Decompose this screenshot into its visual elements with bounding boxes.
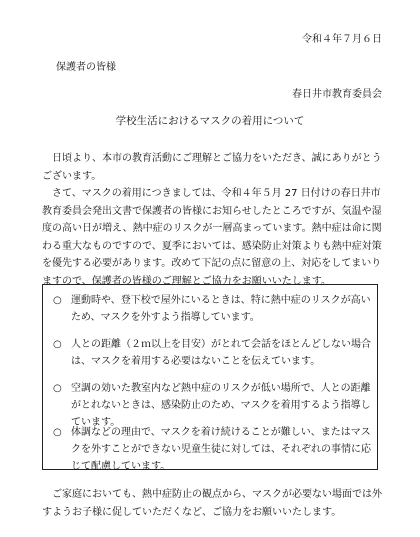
notice-item-text: 空調の効いた教室内など熱中症のリスクが低い場所で、人との距離がとれないときは、感染防止のため、マスクを着用するよう指導しています。 bbox=[71, 383, 371, 428]
addressee: 保護者の皆様 bbox=[56, 62, 116, 73]
notice-item bbox=[53, 424, 371, 475]
circle-bullet: ○ bbox=[53, 295, 62, 306]
document-date: 令和４年７月６日 bbox=[302, 34, 382, 45]
closing-paragraph: ご家庭においても、熱中症防止の観点から、マスクが必要ない場面では外すようお子様に促していただくなど、ご協力をお願いいたします。 bbox=[42, 489, 382, 518]
sender: 春日井市教育委員会 bbox=[292, 89, 382, 100]
notice-item bbox=[53, 292, 371, 326]
notice-item-text: 体調などの理由で、マスクを着け続けることが難しい、またはマスクを外すことができない児童生徒に対しては、それぞれの事情に応じて配慮しています。 bbox=[71, 427, 371, 472]
greeting-paragraph: 日頃より、本市の教育活動にご理解とご協力をいただき、誠にありがとうございます。 bbox=[42, 153, 382, 182]
notice-item-text: 人との距離（２ｍ以上を目安）がとれて会話をほとんどしない場合は、マスクを着用する必要はないことを伝えています。 bbox=[71, 339, 371, 367]
notice-item bbox=[53, 336, 371, 370]
notice-box bbox=[42, 284, 378, 470]
notice-item-text: 運動時や、登下校で屋外にいるときは、特に熱中症のリスクが高いため、マスクを外すよう指導しています。 bbox=[71, 295, 371, 323]
circle-bullet: ○ bbox=[53, 383, 62, 394]
main-paragraph: さて、マスクの着用につきましては、令和４年５月 27 日付けの春日井市教育委員会発出文書で保護者の皆様にお知らせしたところですが、気温や湿度の高い日が増え、熱中症のリスクが一層高まっています。熱中症は命に関わる重大なものですので、夏季においては、感染防止対策よりも熱中症対策を優先する必要があります。改めて下記の点に留意の上、対応をしてまいりますので、保護者の皆様のご理解とご協力をお願いいたします。 bbox=[42, 188, 382, 287]
document-title: 学校生活におけるマスクの着用について bbox=[115, 115, 305, 127]
circle-bullet: ○ bbox=[53, 339, 62, 350]
circle-bullet: ○ bbox=[53, 427, 62, 438]
